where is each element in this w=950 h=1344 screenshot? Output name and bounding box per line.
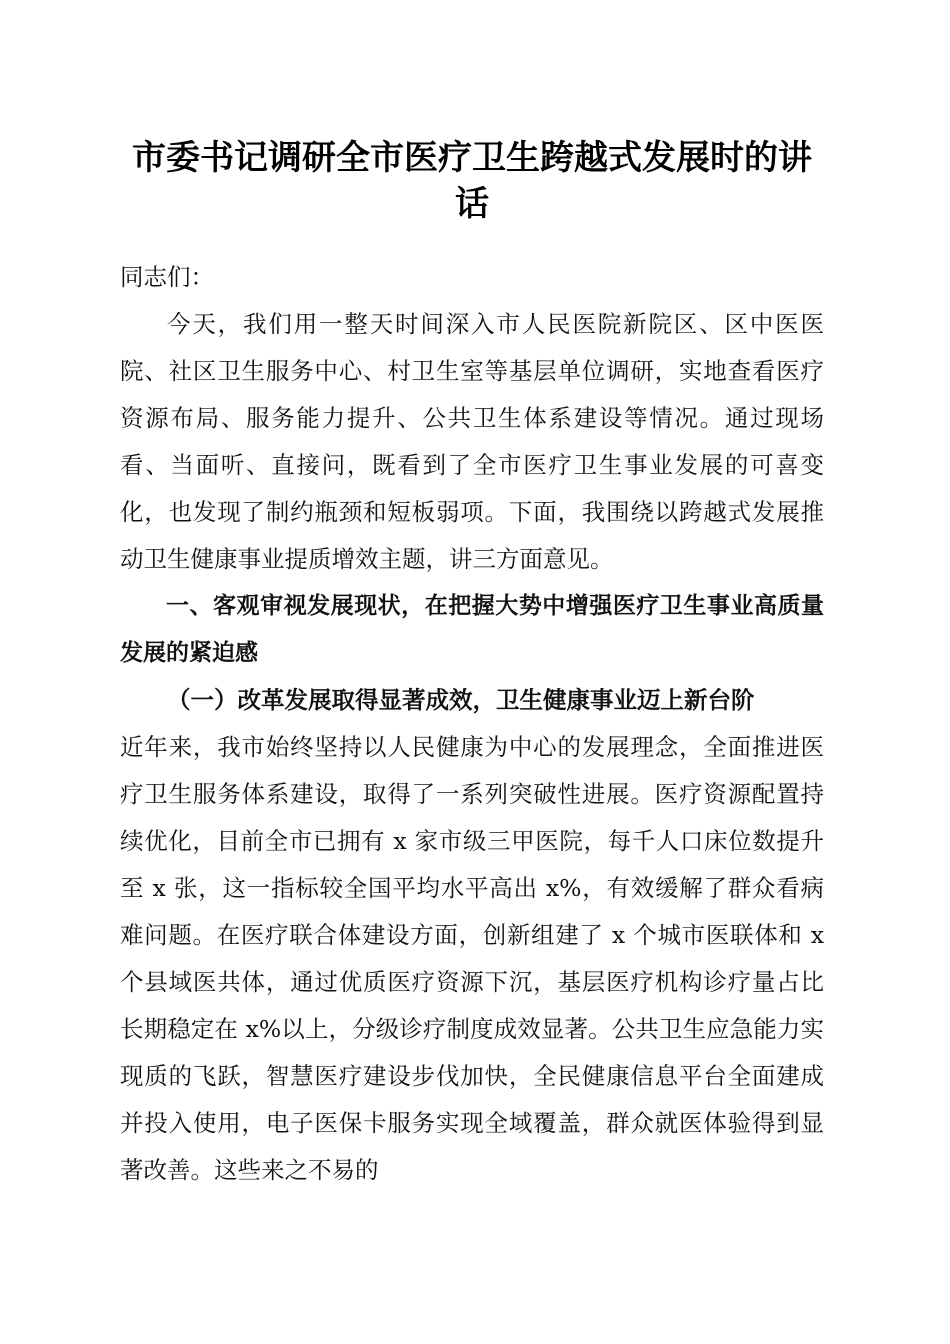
- document-title: 市委书记调研全市医疗卫生跨越式发展时的讲话: [132, 138, 812, 224]
- document-body: [120, 254, 824, 1194]
- body-paragraph: 近年来，我市始终坚持以人民健康为中心的发展理念，全面推进医疗卫生服务体系建设，取得了一系列突破性进展。医疗资源配置持续优化，目前全市已拥有 x 家市级三甲医院，每千人口床位数提升至 x 张，这一指标较全国平均水平高出 x%，有效缓解了群众看病难问题。在医疗联合体建设方面，创新组建了 x 个城市医联体和 x 个县域医共体，通过优质医疗资源下沉，基层医疗机构诊疗量占比长期稳定在 x%以上，分级诊疗制度成效显著。公共卫生应急能力实现质的飞跃，智慧医疗建设步伐加快，全民健康信息平台全面建成并投入使用，电子医保卡服务实现全域覆盖，群众就医体验得到显著改善。这些来之不易的: [120, 733, 824, 1184]
- section-heading: 一、客观审视发展现状，在把握大势中增强医疗卫生事业高质量发展的紧迫感: [120, 593, 824, 666]
- intro-paragraph: 今天，我们用一整天时间深入市人民医院新院区、区中医医院、社区卫生服务中心、村卫生室等基层单位调研，实地查看医疗资源布局、服务能力提升、公共卫生体系建设等情况。通过现场看、当面听、直接问，既看到了全市医疗卫生事业发展的可喜变化，也发现了制约瓶颈和短板弱项。下面，我围绕以跨越式发展推动卫生健康事业提质增效主题，讲三方面意见。: [120, 310, 824, 573]
- subsection-heading: （一）改革发展取得显著成效，卫生健康事业迈上新台阶: [167, 686, 755, 714]
- salutation: 同志们：: [120, 263, 214, 291]
